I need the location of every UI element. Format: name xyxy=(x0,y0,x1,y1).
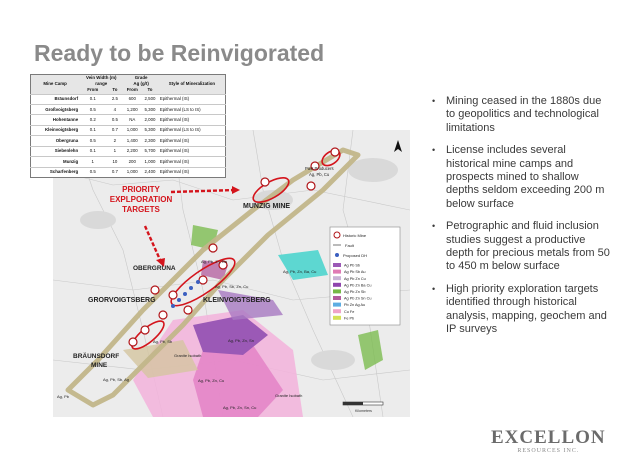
cell-grade-to: 2,000 xyxy=(141,115,159,125)
mine-camp-table xyxy=(30,74,226,178)
label-ag-pb-zn-sn: Ag, Pb, Zn, Sn xyxy=(228,338,255,343)
label-past-producers-metals: Ag, Pb, Cu xyxy=(309,172,330,177)
bullet-item xyxy=(432,144,612,211)
cell-width-from: 0.5 xyxy=(79,105,106,115)
dh-dot xyxy=(183,292,187,296)
bullet-icon: • xyxy=(432,221,436,232)
priority-label-line2: EXPLPORATION xyxy=(109,195,173,204)
legend-swatch xyxy=(333,296,341,300)
mine-icon xyxy=(184,306,192,314)
cell-grade-from: 1,000 xyxy=(123,125,141,135)
legend-item-label: Fe Pb xyxy=(344,316,355,321)
bullet-icon: • xyxy=(432,145,436,156)
cell-grade-to: 5,300 xyxy=(141,105,159,115)
label-ag-pb-sb-zn-cu: Ag, Pb, Sb, Zn, Cu xyxy=(215,284,249,289)
label-kleinvoigtsberg: KLEINVOIGTSBERG xyxy=(203,297,271,304)
cell-style: Epithermal (IS) xyxy=(159,167,226,177)
label-braunsdorf: BRÄUNSDORF xyxy=(73,353,120,360)
label-munzig-mine: MUNZIG MINE xyxy=(243,203,291,210)
th-from: From xyxy=(123,87,141,94)
th-range: range xyxy=(79,81,123,87)
cell-mine-camp: Bräunsdorf xyxy=(31,94,80,104)
cell-width-to: 2.5 xyxy=(106,94,123,104)
cell-style: Epithermal (IS) xyxy=(159,115,226,125)
cell-grade-from: 600 xyxy=(123,94,141,104)
label-ag-pb-zn-ba: Ag, Pb, Zn, Ba xyxy=(201,259,228,264)
cell-mine-camp: Scharfenberg xyxy=(31,167,80,177)
bullet-text: Mining ceased in the 1880s due to geopolitics and technological limitations xyxy=(446,95,602,134)
label-granite-isobath-2: Granite Isobath xyxy=(275,393,303,398)
table-row xyxy=(31,115,226,125)
legend-dh-dot xyxy=(335,253,339,257)
cell-mine-camp: Großvoigtsberg xyxy=(31,105,80,115)
cell-width-from: 0.5 xyxy=(79,167,106,177)
priority-label-line1: PRIORITY xyxy=(122,185,160,194)
legend-item-label: Ag Pb Sb xyxy=(344,263,361,268)
cell-style: Epithermal (IS) xyxy=(159,146,226,156)
mine-icon xyxy=(141,326,149,334)
legend-historic-mine: Historic Mine xyxy=(343,233,367,238)
logo-name: EXCELLON xyxy=(491,427,606,448)
th-style: Style of Mineralization xyxy=(159,75,226,95)
mine-icon xyxy=(261,178,269,186)
label-ag-pb-zn-ba-cu: Ag, Pb, Zn, Ba, Cu xyxy=(283,269,317,274)
legend-proposed-dh: Proposed DH xyxy=(343,253,368,258)
label-ag-pb-zn-cu: Ag, Pb, Zn, Cu xyxy=(198,378,225,383)
mine-icon xyxy=(129,338,137,346)
table-row xyxy=(31,105,226,115)
legend-swatch xyxy=(333,276,341,280)
cell-style: Epithermal (IS) xyxy=(159,136,226,146)
label-granite-isobath: Granite Isobath xyxy=(174,353,202,358)
label-ag-pb: Ag, Pb xyxy=(57,394,70,399)
cell-width-from: 0.5 xyxy=(79,136,106,146)
cell-width-to: 1 xyxy=(106,146,123,156)
bullet-item xyxy=(432,220,612,274)
cell-grade-to: 2,400 xyxy=(141,167,159,177)
cell-mine-camp: Siebenlehn xyxy=(31,146,80,156)
cell-width-to: 0.7 xyxy=(106,167,123,177)
cell-grade-to: 5,300 xyxy=(141,125,159,135)
cell-mine-camp: Hohentanne xyxy=(31,115,80,125)
cell-mine-camp: Obergruna xyxy=(31,136,80,146)
mine-icon xyxy=(307,182,315,190)
legend-item-label: Ag Pb Zn Sn Cu xyxy=(344,296,372,301)
legend-item-label: Ag Pb Zn Cu xyxy=(344,276,366,281)
cell-grade-from: NA xyxy=(123,115,141,125)
legend-item-label: Ag Pb Sb Au xyxy=(344,270,366,275)
priority-label-line3: TARGETS xyxy=(122,205,160,214)
th-from: From xyxy=(79,87,106,94)
bullet-text: Petrographic and fluid inclusion studies suggest a productive depth for precious metals from 50 to 450 m below surface xyxy=(446,220,610,273)
legend-item-label: Pb Zn Ag Au xyxy=(344,303,366,308)
dh-dot xyxy=(171,304,175,308)
map-legend xyxy=(330,227,400,325)
label-obergruna: OBERGRUNA xyxy=(133,265,176,272)
cell-mine-camp: Kleinvoigtsberg xyxy=(31,125,80,135)
mine-icon xyxy=(209,244,217,252)
legend-swatch xyxy=(333,309,341,313)
cell-width-to: 10 xyxy=(106,157,123,167)
table-row xyxy=(31,136,226,146)
legend-swatch xyxy=(333,316,341,320)
cell-width-from: 0.1 xyxy=(79,125,106,135)
cell-style: Epithermal (LS to IS) xyxy=(159,105,226,115)
dh-dot xyxy=(177,298,181,302)
legend-swatch xyxy=(333,303,341,307)
cell-width-from: 1 xyxy=(79,157,106,167)
cell-width-to: 4 xyxy=(106,105,123,115)
cell-width-from: 0.2 xyxy=(79,115,106,125)
cell-width-from: 0.1 xyxy=(79,146,106,156)
table-row xyxy=(31,146,226,156)
cell-grade-to: 5,700 xyxy=(141,146,159,156)
bullet-list xyxy=(432,95,612,346)
th-mine-camp: Mine Camp xyxy=(31,75,80,95)
label-braunsdorf-mine: MINE xyxy=(91,362,108,369)
mine-icon xyxy=(169,291,177,299)
bullet-text: High priority exploration targets identified through historical analysis, mapping, geochem and IP surveys xyxy=(446,282,607,336)
legend-mine-icon xyxy=(334,232,340,238)
legend-item-label: Ag Pb Zn Ba Cu xyxy=(344,283,372,288)
mine-icon xyxy=(151,286,159,294)
legend-item-label: Cu Fe xyxy=(344,309,355,314)
label-ag-pb-sb-ag: Ag, Pb, Sb, Ag xyxy=(103,377,130,382)
table-row xyxy=(31,125,226,135)
cell-grade-from: 1,200 xyxy=(123,105,141,115)
cell-width-to: 0.7 xyxy=(106,125,123,135)
logo-subtitle: RESOURCES INC. xyxy=(517,448,580,454)
label-ag-pb-zn-sn-cu: Ag, Pb, Zn, Sn, Cu xyxy=(223,405,257,410)
bullet-icon: • xyxy=(432,96,436,106)
mine-icon xyxy=(159,311,167,319)
cell-style: Epithermal (IS) xyxy=(159,157,226,167)
scale-label: Kilometers xyxy=(355,409,372,413)
mine-icon xyxy=(199,276,207,284)
cell-grade-from: 1,000 xyxy=(123,167,141,177)
legend-swatch xyxy=(333,263,341,267)
cell-grade-to: 2,500 xyxy=(141,94,159,104)
th-to: To xyxy=(106,87,123,94)
legend-fault: Fault xyxy=(345,243,354,248)
bullet-item xyxy=(432,283,612,337)
label-past-producers: Past Producers xyxy=(305,166,334,171)
bullet-item xyxy=(432,95,612,135)
dh-dot xyxy=(189,286,193,290)
label-ag-pb-sb: Ag, Pb, Sb xyxy=(153,339,173,344)
legend-swatch xyxy=(333,289,341,293)
th-grade-unit: Ag (g/t) xyxy=(123,81,158,87)
table-row xyxy=(31,167,226,177)
legend-item-label: Ag Pb Zn Sb xyxy=(344,290,366,294)
table-body xyxy=(31,94,226,177)
cell-width-from: 0.1 xyxy=(79,94,106,104)
cell-width-to: 0.5 xyxy=(106,115,123,125)
cell-grade-from: 200 xyxy=(123,157,141,167)
cell-mine-camp: Munzig xyxy=(31,157,80,167)
cell-grade-to: 1,000 xyxy=(141,157,159,167)
dh-dot xyxy=(196,280,200,284)
mine-icon xyxy=(331,148,339,156)
cell-grade-to: 2,300 xyxy=(141,136,159,146)
cell-style: Epithermal (IS) xyxy=(159,94,226,104)
table-row xyxy=(31,94,226,104)
excellon-logo xyxy=(491,428,606,455)
bullet-icon: • xyxy=(432,283,436,294)
bullet-text: License includes several historical mine camps and prospects mined to shallow depths seldom exceeding 200 m below surface xyxy=(446,144,605,210)
slide-title: Ready to be Reinvigorated xyxy=(34,40,325,66)
cell-width-to: 2 xyxy=(106,136,123,146)
cell-grade-from: 2,200 xyxy=(123,146,141,156)
th-vein-width: Vein Width (m) xyxy=(79,75,123,82)
legend-swatch xyxy=(333,283,341,287)
table-row xyxy=(31,157,226,167)
th-grade: Grade xyxy=(123,75,158,82)
cell-grade-from: 1,400 xyxy=(123,136,141,146)
th-to: To xyxy=(141,87,159,94)
legend-swatch xyxy=(333,270,341,274)
label-grorvoigtsberg: GRORVOIGTSBERG xyxy=(88,297,156,304)
cell-style: Epithermal (LS to IS) xyxy=(159,125,226,135)
